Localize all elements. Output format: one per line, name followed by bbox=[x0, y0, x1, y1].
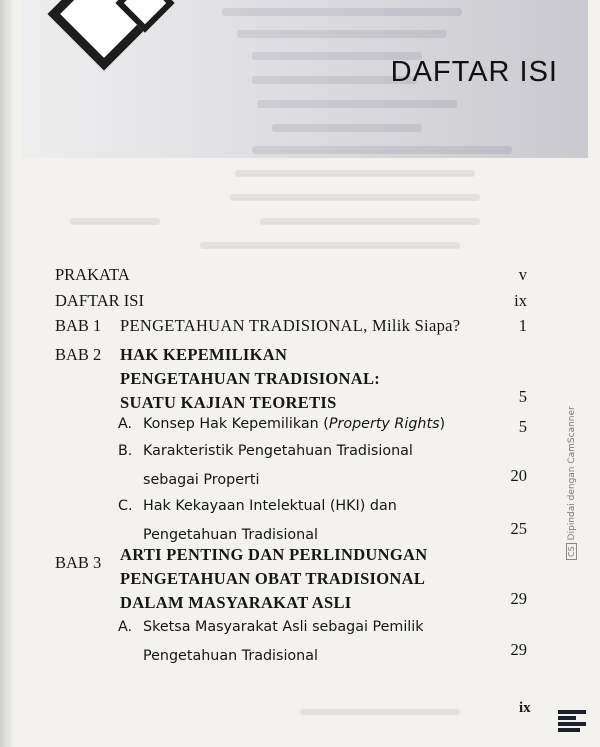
toc-page-number: ix bbox=[514, 291, 527, 310]
subentry-letter: C. bbox=[118, 498, 133, 514]
subentry-letter: B. bbox=[118, 443, 133, 459]
chapter-title-line: ARTI PENTING DAN PERLINDUNGAN bbox=[120, 545, 428, 564]
toc-subentry-bab3-a bbox=[118, 613, 527, 671]
chapter-label: BAB 2 bbox=[55, 345, 102, 364]
watermark-text: Dipindai dengan CamScanner bbox=[567, 406, 577, 541]
chapter-label: BAB 3 bbox=[55, 553, 102, 572]
chapter-title: PENGETAHUAN TRADISIONAL, Milik Siapa? bbox=[120, 316, 461, 335]
subentry-text: Hak Kekayaan Intelektual (HKI) dan Pengetahuan Tradisional bbox=[143, 498, 397, 543]
chapter-title-line: SUATU KAJIAN TEORETIS bbox=[120, 393, 337, 412]
subentry-letter: A. bbox=[118, 619, 133, 635]
toc-page-number: 29 bbox=[510, 589, 527, 608]
chapter-title-line: PENGETAHUAN OBAT TRADISIONAL bbox=[120, 569, 426, 588]
toc-page-number: v bbox=[518, 265, 527, 284]
toc-page-number: 1 bbox=[518, 316, 527, 335]
camscanner-logo-icon bbox=[558, 710, 586, 732]
watermark-logo: CS bbox=[566, 543, 577, 560]
chapter-title bbox=[120, 543, 480, 615]
toc-subentry-bab2-c bbox=[118, 492, 527, 550]
page-folio: ix bbox=[519, 700, 531, 716]
chapter-label: BAB 1 bbox=[55, 316, 102, 335]
toc-entry-label: DAFTAR ISI bbox=[55, 291, 144, 310]
toc-subentry-bab2-a bbox=[118, 410, 527, 439]
toc-subentry-bab2-b bbox=[118, 437, 527, 495]
chapter-title-line: PENGETAHUAN TRADISIONAL: bbox=[120, 369, 381, 388]
subentry-letter: A. bbox=[118, 416, 133, 432]
subentry-text: Karakteristik Pengetahuan Tradisional sebagai Properti bbox=[143, 443, 413, 488]
subentry-text: Konsep Hak Kepemilikan (Property Rights) bbox=[143, 416, 446, 432]
toc-entry-bab-3 bbox=[55, 543, 527, 615]
toc-entry-bab-2 bbox=[55, 343, 527, 415]
toc-page-number: 5 bbox=[518, 387, 527, 406]
toc-entry-label: PRAKATA bbox=[55, 265, 130, 284]
toc-page-number: 29 bbox=[510, 640, 527, 659]
toc-page-number: 25 bbox=[510, 519, 527, 538]
chapter-title-line: HAK KEPEMILIKAN bbox=[120, 345, 288, 364]
page-title: DAFTAR ISI bbox=[390, 56, 558, 88]
toc-page-number: 5 bbox=[518, 417, 527, 436]
scanner-watermark bbox=[566, 380, 577, 560]
bleed-through-footer bbox=[300, 709, 460, 715]
chapter-title bbox=[120, 343, 480, 415]
chapter-title-line: DALAM MASYARAKAT ASLI bbox=[120, 593, 352, 612]
subentry-text: Sketsa Masyarakat Asli sebagai Pemilik Pengetahuan Tradisional bbox=[143, 619, 424, 664]
toc-page-number: 20 bbox=[510, 466, 527, 485]
